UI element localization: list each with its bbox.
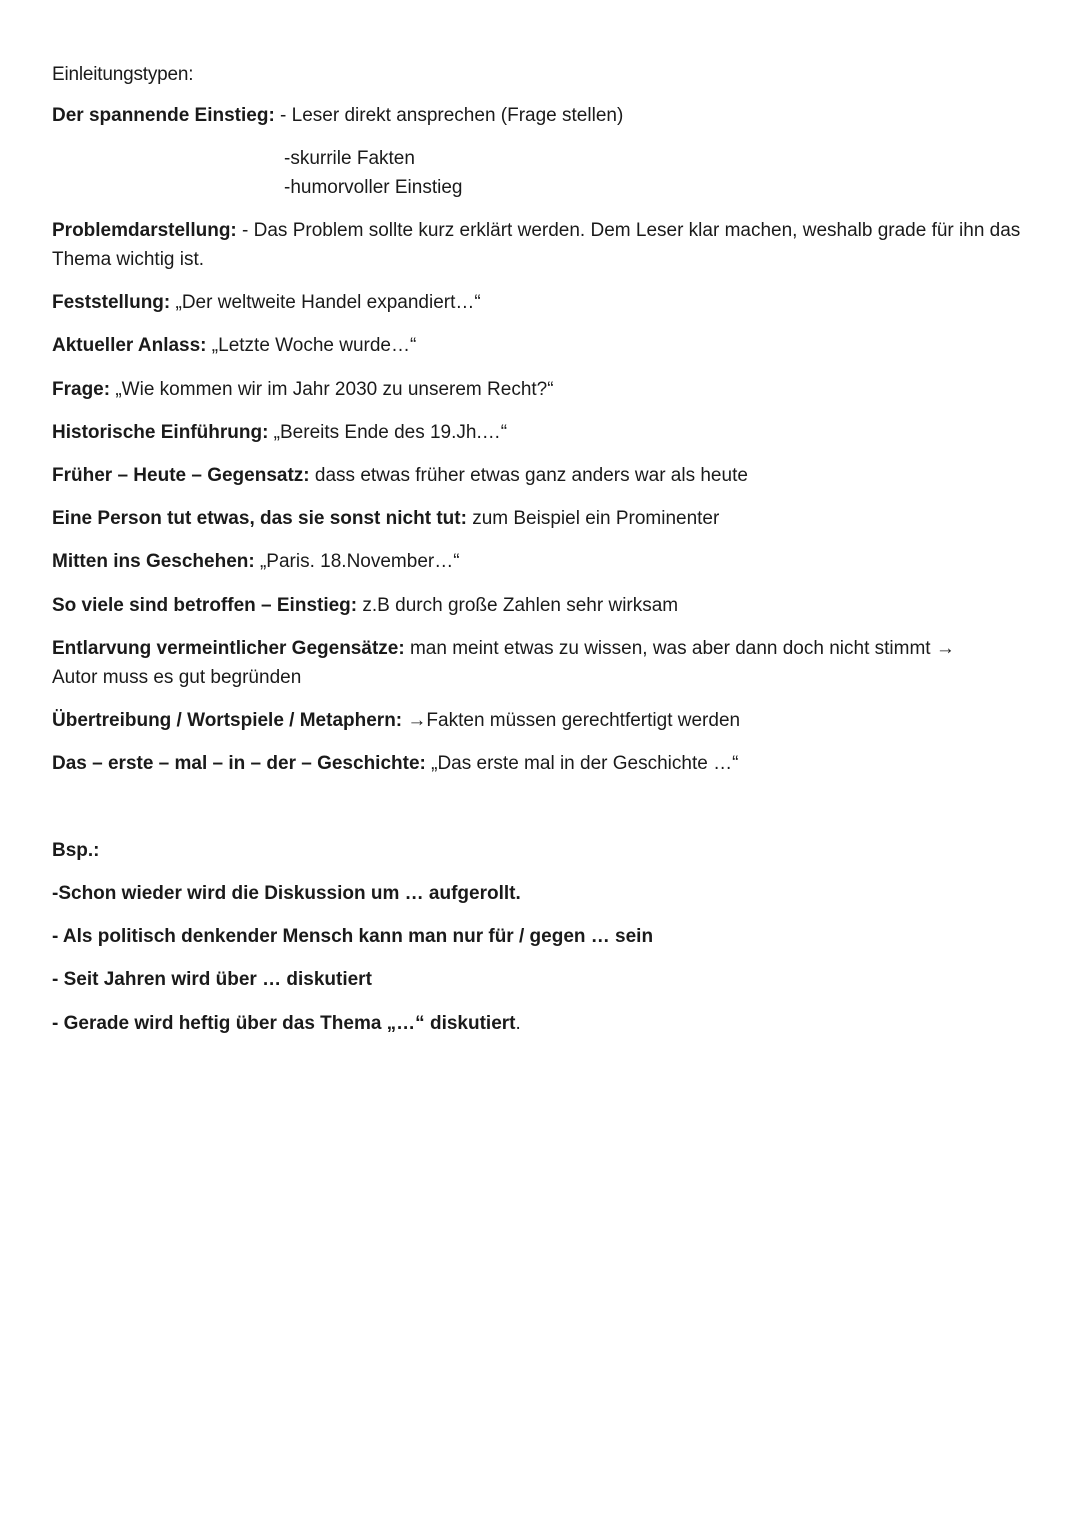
intro-type-erstes-mal xyxy=(52,749,1032,778)
intro-type-desc: dass etwas früher etwas ganz anders war als heute xyxy=(309,465,748,486)
intro-type-term: Feststellung: xyxy=(52,292,171,313)
intro-type-subitem-skurrile xyxy=(284,144,984,173)
intro-type-term: So viele sind betroffen – Einstieg: xyxy=(52,595,358,616)
intro-type-entlarvung xyxy=(52,634,992,692)
intro-type-person xyxy=(52,504,1032,533)
intro-type-desc: →Fakten müssen gerechtfertigt werden xyxy=(402,710,741,731)
intro-type-desc: -skurrile Fakten xyxy=(284,148,415,169)
example-item-suffix: . xyxy=(515,1013,521,1034)
intro-type-desc: zum Beispiel ein Prominenter xyxy=(466,508,720,529)
intro-type-term: Eine Person tut etwas, das sie sonst nicht tut: xyxy=(52,508,467,529)
examples-heading: Bsp.: xyxy=(52,840,100,861)
intro-type-term: Problemdarstellung: xyxy=(52,220,237,241)
example-item: - Seit Jahren wird über … diskutiert xyxy=(52,969,372,990)
intro-type-term: Das – erste – mal – in – der – Geschichte: xyxy=(52,753,426,774)
intro-type-uebertreibung xyxy=(52,706,1032,735)
intro-type-feststellung xyxy=(52,288,1032,317)
intro-type-term: Aktueller Anlass: xyxy=(52,335,207,356)
intro-type-aktueller-anlass xyxy=(52,331,1032,360)
example-item-last xyxy=(52,1009,1032,1038)
intro-type-term: Frage: xyxy=(52,379,111,400)
intro-type-so-viele-betroffen xyxy=(52,591,1032,620)
intro-type-desc: „Bereits Ende des 19.Jh.…“ xyxy=(268,422,508,443)
intro-type-desc: „Letzte Woche wurde…“ xyxy=(206,335,417,356)
intro-type-term: Der spannende Einstieg: xyxy=(52,105,275,126)
example-item: -Schon wieder wird die Diskussion um … aufgerollt. xyxy=(52,883,521,904)
intro-type-problemdarstellung xyxy=(52,216,1032,274)
intro-type-term: Historische Einführung: xyxy=(52,422,269,443)
intro-type-desc: „Paris. 18.November…“ xyxy=(254,551,460,572)
section-heading: Einleitungstypen: xyxy=(52,64,194,85)
intro-type-term: Mitten ins Geschehen: xyxy=(52,551,255,572)
intro-type-desc: -humorvoller Einstieg xyxy=(284,177,463,198)
intro-type-term: Früher – Heute – Gegensatz: xyxy=(52,465,310,486)
intro-type-desc: „Das erste mal in der Geschichte …“ xyxy=(425,753,739,774)
intro-type-desc: man meint etwas zu wissen, was aber dann doch nicht stimmt → Autor muss es gut begründen xyxy=(52,638,955,688)
example-item-text: - Gerade wird heftig über das Thema „…“ diskutiert xyxy=(52,1013,516,1034)
intro-type-desc: „Wie kommen wir im Jahr 2030 zu unserem Recht?“ xyxy=(110,379,554,400)
intro-type-subitem-humorvoll xyxy=(284,173,984,202)
intro-type-term: Entlarvung vermeintlicher Gegensätze: xyxy=(52,638,405,659)
intro-type-desc: z.B durch große Zahlen sehr wirksam xyxy=(357,595,679,616)
intro-type-spannender-einstieg xyxy=(52,101,1032,130)
intro-type-desc: - Das Problem sollte kurz erklärt werden. Dem Leser klar machen, weshalb grade für ihn das Thema wichtig ist. xyxy=(52,220,1021,270)
example-item: - Als politisch denkender Mensch kann man nur für / gegen … sein xyxy=(52,926,654,947)
intro-type-historische-einfuehrung xyxy=(52,418,1032,447)
intro-type-term: Übertreibung / Wortspiele / Metaphern: xyxy=(52,710,403,731)
intro-type-desc: - Leser direkt ansprechen (Frage stellen) xyxy=(274,105,624,126)
intro-type-mitten-ins-geschehen xyxy=(52,547,1032,576)
intro-type-desc: „Der weltweite Handel expandiert…“ xyxy=(170,292,481,313)
intro-type-frage xyxy=(52,375,1032,404)
intro-type-frueher-heute xyxy=(52,461,1032,490)
